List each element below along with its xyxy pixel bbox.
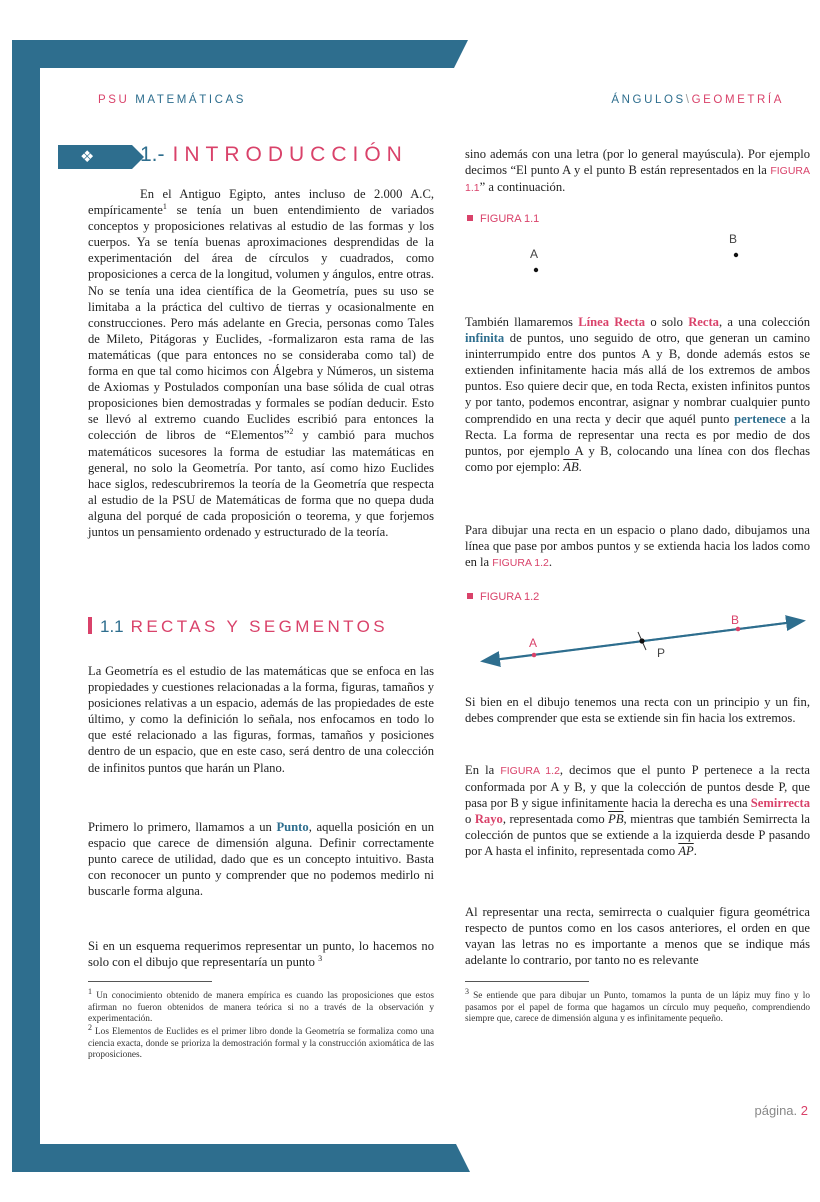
frame-bottom-bar	[12, 1144, 456, 1172]
footnote-1: $^1$ Un conocimiento obtenido de manera empírica es cuando las proposiciones que estos afirman no fueron obtenidos de manera teórica si no a través de la observación y experimentación.	[88, 986, 434, 1025]
footnote-2: $^2$ Los Elementos de Euclides es el primer libro donde la Geometría se formaliza como una ciencia exacta, donde se prioriza la demostración formal y la construcción axiomática de las proposiciones.	[88, 1022, 434, 1061]
figure-1-1-point-a-label: A	[530, 247, 539, 261]
diamond-icon: ❖	[80, 147, 95, 166]
right-paragraph-5: En la FIGURA 1.2, decimos que el punto P pertenece a la recta conformada por A y B, y que la colección de puntos desde P, que pasa por B y sigue infinitamente hacia la derecha es una Semirrecta o Rayo, representada como $\overline{PB}$, mientras que también Semirrecta la colección de puntos que se extiende a la izquierda desde P pasando por A hasta el infinito, representada como $\overline{AP}$.	[465, 763, 811, 859]
section-paragraph-1: La Geometría es el estudio de las matemáticas que se enfoca en las propiedades y cuestiones relacionadas a la forma, figuras, tamaños y posiciones relativas a un espacio, además de las propiedades de este último, y como la definición lo señala, nos enfocamos en todo lo que esté relacionado a las figuras, formas, tamaños y posiciones dentro de un espacio, que en este caso, será dentro de una colección de infinitos puntos que harán un Plano.	[88, 664, 434, 775]
frame-left-bar	[12, 40, 40, 1172]
figure-1-2-label: FIGURA 1.2	[467, 591, 539, 603]
intro-banner	[58, 145, 132, 169]
intro-heading: 1.- INTRODUCCIÓN	[140, 143, 408, 166]
header-subject: PSU MATEMÁTICAS	[98, 94, 247, 106]
intro-paragraph: En el Antiguo Egipto, antes incluso de 2.000 A.C, empíricamente$^1$ se tenía un buen entendimiento de variados conceptos y proposiciones relativas al estudio de las formas y los cuerpos. Ya se tenía buenas aproximaciones desprendidas de la experimentación del área de círculos y cuadrados, como proposiciones a cerca de la longitud, volumen y ángulos, entre otras. No se tenía una idea científica de la Geometría, pues su uso se limitaba a la práctica del cultivo de tierras y ocasionalmente en construcciones. Pero más adelante en Grecia, personas como Tales de Mileto, Pitágoras y Euclides, -formalizaron esta rama de las matemáticas (que para entonces no se consideraba como tal) de forma en que tal como hicimos con Álgebra y Números, un sistema de Axiomas y Postulados componían una base sólida de cual otras proposiciones bien demostradas y formales se podían deducir. Esto se llevó al extremo cuando Euclides escribió para entonces la colección de libros de “Elementos”$^2$ y cambió para muchos matemáticos sucesores la forma de estudiar las matemáticas en general, no solo la Geometría. Por tanto, así como hizo Euclides hace siglos, redescubriremos la teoría de la Geometría que respecta al estudio de la PSU de Matemáticas de forma que no quepa duda alguna del porqué de cada proposición o teorema, y que forjemos juntos un pensamiento ordenado y estructurado de la teoría.	[88, 187, 434, 539]
header-topic: ÁNGULOS\GEOMETRÍA	[611, 94, 784, 106]
figure-1-1-point-a	[534, 268, 538, 272]
right-paragraph-3: Para dibujar una recta en un espacio o plano dado, dibujamos una línea que pase por ambos puntos y se extienda hacia los lados como en la FIGURA 1.2.	[465, 523, 810, 570]
right-paragraph-1: sino además con una letra (por lo general mayúscula). Por ejemplo decimos “El punto A y el punto B están representados en la FIGURA 1.1” a continuación.	[465, 147, 810, 195]
figure-1-2-point-p	[639, 638, 644, 643]
section-paragraph-2: Primero lo primero, llamamos a un Punto, aquella posición en un espacio que carece de dimensión alguna. Definir correctamente punto carece de utilidad, dado que es un concepto intuitivo. Basta con reconocer un punto y comprender que no podemos medirlo ni buscarle forma alguna.	[88, 820, 434, 899]
section-marker	[88, 617, 92, 634]
figure-1-2-point-a-label: A	[529, 636, 538, 650]
right-paragraph-4: Si bien en el dibujo tenemos una recta con un principio y un fin, debes comprender que esta se extiende sin fin hacia los extremos.	[465, 695, 810, 726]
footnote-divider-right	[465, 981, 589, 982]
figure-1-1-point-b-label: B	[729, 232, 738, 246]
figure-1-2-line-diagram	[476, 610, 812, 670]
figure-1-1-point-b	[734, 253, 738, 257]
right-paragraph-2: También llamaremos Línea Recta o solo Recta, a una colección infinita de puntos, uno seguido de otro, que generan un camino ininterrumpido entre dos puntos A y B, donde además estos se extienden infinitamente hacia más allá de los extremos de ambos puntos. Eso quiere decir que, en toda Recta, existen infinitos puntos y por tanto, podemos encontrar, asignar y nombrar cualquier punto comprendido en una recta y decir que aquél punto pertenece a la Recta. La forma de representar una recta es por medio de dos puntos, por ejemplo A y B, colocando una línea con dos flechas como por ejemplo: $\overline{AB}$.	[465, 315, 810, 474]
figure-1-2-point-b	[736, 627, 741, 632]
figure-1-1-label: FIGURA 1.1	[467, 213, 539, 225]
page-number: página. 2	[754, 1103, 808, 1118]
section-paragraph-3: Si en un esquema requerimos representar un punto, lo hacemos no solo con el dibujo que representaría un punto $^3$	[88, 939, 434, 970]
figure-1-2-point-p-label: P	[657, 646, 666, 660]
figure-1-2-point-a	[532, 653, 537, 658]
frame-top-bar	[12, 40, 454, 68]
section-heading: 1.1 RECTAS Y SEGMENTOS	[88, 617, 388, 637]
footnote-divider-left	[88, 981, 212, 982]
right-paragraph-6: Al representar una recta, semirrecta o cualquier figura geométrica respecto de puntos como en los casos anteriores, el orden en que vayan las letras no es importante a menos que se indique más adelante lo contrario, por tanto no es relevante	[465, 905, 810, 968]
figure-1-1-points	[520, 240, 760, 280]
figure-1-2-point-b-label: B	[731, 613, 740, 627]
footnote-3: $^3$ Se entiende que para dibujar un Punto, tomamos la punta de un lápiz muy fino y lo pasamos por el papel de forma que hagamos un círculo muy pequeño, comprendiendo siempre que, carece de dimensión alguna y es infinitamente pequeño.	[465, 986, 810, 1025]
